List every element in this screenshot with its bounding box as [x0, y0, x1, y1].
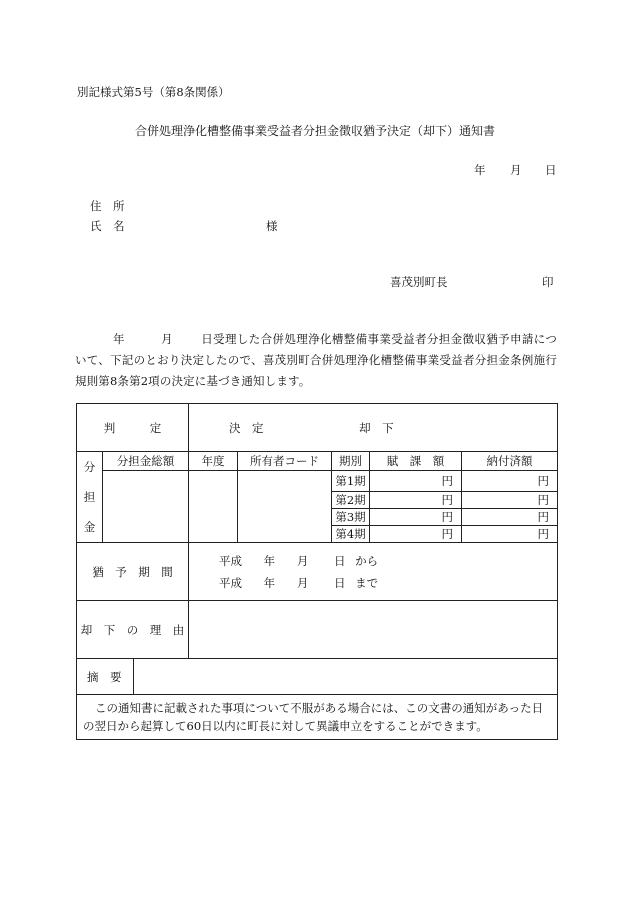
summary-label: 摘 要: [87, 670, 122, 684]
note-row: [77, 695, 558, 740]
levied-amount: 円: [370, 471, 462, 492]
grace-to-day: 日: [333, 575, 346, 590]
date-month: 月: [510, 163, 522, 177]
levied-amount: 円: [370, 509, 462, 526]
form-reference: 別記様式第5号（第8条関係）: [77, 85, 230, 99]
header-levied: 賦 課 額: [370, 452, 462, 471]
header-total: 分担金総額: [103, 452, 189, 471]
date-year: 年: [474, 163, 486, 177]
header-period: 期別: [332, 452, 370, 471]
paid-amount: 円: [462, 471, 558, 492]
body-year: 年: [113, 332, 125, 346]
period-label: 第1期: [332, 471, 370, 492]
document-title: 合併処理浄化槽整備事業受益者分担金徴収猶予決定（却下）通知書: [134, 124, 495, 138]
grace-to-year: 年: [263, 575, 276, 590]
grace-to-era: 平成: [219, 575, 242, 590]
levied-amount: 円: [370, 492, 462, 509]
name-label: 氏 名: [90, 219, 125, 233]
bundan-char-3: 金: [83, 520, 96, 534]
total-amount-cell: [103, 471, 189, 543]
paid-amount: 円: [462, 526, 558, 543]
judgement-row: [77, 404, 558, 452]
summary-row: [77, 659, 558, 695]
bundan-header-row: [77, 452, 558, 471]
grace-to-month: 月: [296, 575, 309, 590]
judgement-label: 判 定: [77, 404, 189, 452]
period-label: 第4期: [332, 526, 370, 543]
summary-divider: [133, 659, 134, 694]
rejection-reason-value: [189, 601, 558, 659]
header-year: 年度: [189, 452, 238, 471]
summary-cell: [77, 659, 558, 695]
grace-period-label: 猶 予 期 間: [77, 543, 189, 601]
year-cell: [189, 471, 238, 543]
rejection-reason-label: 却 下 の 理 由: [77, 601, 189, 659]
paid-amount: 円: [462, 509, 558, 526]
grace-from-era: 平成: [219, 553, 242, 568]
owner-code-cell: [238, 471, 332, 543]
bundan-char-2: 担: [83, 490, 96, 504]
levied-amount: 円: [370, 526, 462, 543]
grace-period-row: [77, 543, 558, 601]
grace-from-year: 年: [263, 553, 276, 568]
grace-from-suffix: から: [355, 553, 379, 568]
grace-from-day: 日: [333, 553, 346, 568]
address-label: 住 所: [90, 199, 125, 213]
judgement-value: [189, 404, 558, 452]
header-owner-code: 所有者コード: [238, 452, 332, 471]
appeal-note: この通知書に記載された事項について不服がある場合には、この文書の通知があった日の翌日から起算して60日以内に町長に対して異議申立をすることができます。: [77, 695, 558, 740]
paid-amount: 円: [462, 492, 558, 509]
decision-table: [76, 403, 558, 740]
bundan-vertical-label: [77, 452, 103, 543]
grace-to-line: [189, 572, 557, 594]
rejection-reason-row: [77, 601, 558, 659]
period-row: [77, 471, 558, 492]
grace-to-suffix: まで: [355, 575, 379, 590]
rejection-option: 却 下: [359, 420, 394, 435]
body-text: 日受理した合併処理浄化槽整備事業受益者分担金徴収猶予申請について、下記のとおり決定したので、喜茂別町合併処理浄化槽整備事業受益者分担金条例施行規則第8条第2項の決定に基づき通知します。: [75, 332, 557, 388]
body-paragraph: [75, 329, 557, 392]
period-label: 第2期: [332, 492, 370, 509]
body-month: 月: [160, 332, 173, 346]
grace-from-month: 月: [296, 553, 309, 568]
header-paid: 納付済額: [462, 452, 558, 471]
grace-period-value: [189, 543, 558, 601]
seal-mark: 印: [542, 275, 554, 289]
bundan-char-1: 分: [83, 460, 96, 474]
date-day: 日: [545, 163, 557, 177]
period-label: 第3期: [332, 509, 370, 526]
issuer-name: 喜茂別町長: [390, 275, 448, 289]
grace-from-line: [189, 550, 557, 572]
honorific: 様: [266, 219, 278, 233]
decision-option: 決 定: [229, 420, 264, 435]
